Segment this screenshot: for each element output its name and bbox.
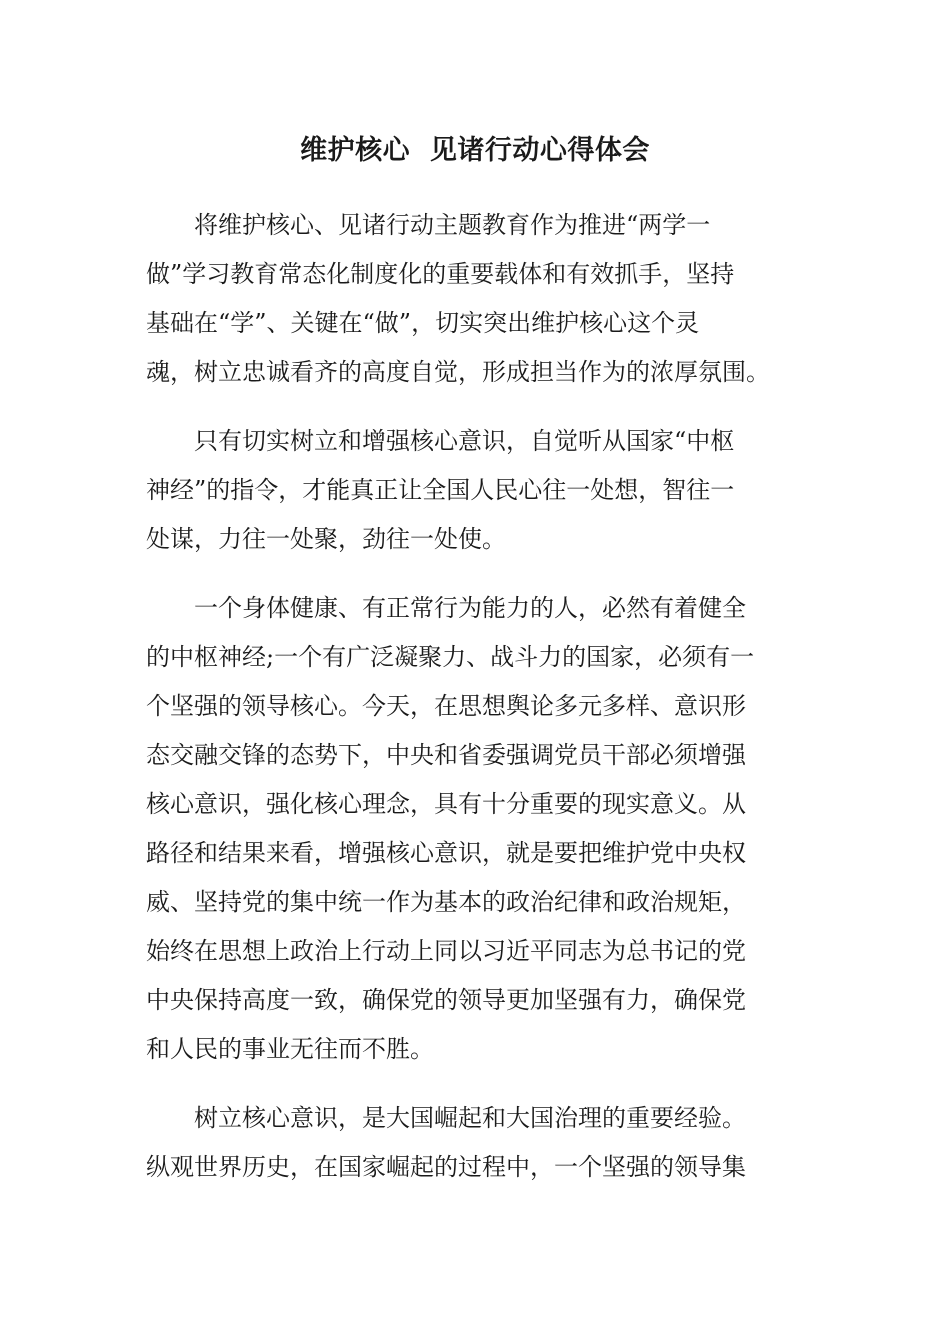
- paragraph-3: [146, 584, 806, 1074]
- text-line: 个坚强的领导核心。今天，在思想舆论多元多样、意识形: [146, 692, 746, 720]
- text-line: 核心意识，强化核心理念，具有十分重要的现实意义。从: [146, 790, 746, 818]
- text-line: 和人民的事业无往而不胜。: [146, 1035, 434, 1063]
- text-line: 的中枢神经;一个有广泛凝聚力、战斗力的国家，必须有一: [146, 643, 755, 671]
- text-line: 威、坚持党的集中统一作为基本的政治纪律和政治规矩，: [146, 888, 746, 916]
- text-line: 一个身体健康、有正常行为能力的人，必然有着健全: [146, 594, 746, 622]
- text-line: 态交融交锋的态势下，中央和省委强调党员干部必须增强: [146, 741, 746, 769]
- text-line: 只有切实树立和增强核心意识，自觉听从国家“中枢: [146, 427, 735, 455]
- document-body: [146, 201, 806, 1212]
- paragraph-2: [146, 417, 806, 564]
- text-line: 路径和结果来看，增强核心意识，就是要把维护党中央权: [146, 839, 746, 867]
- paragraph-4: [146, 1094, 806, 1192]
- text-line: 中央保持高度一致，确保党的领导更加坚强有力，确保党: [146, 986, 746, 1014]
- text-line: 树立核心意识，是大国崛起和大国治理的重要经验。: [146, 1104, 746, 1132]
- text-line: 始终在思想上政治上行动上同以习近平同志为总书记的党: [146, 937, 746, 965]
- paragraph-1: [146, 201, 806, 397]
- text-line: 神经”的指令，才能真正让全国人民心往一处想，智往一: [146, 476, 735, 504]
- text-line: 做”学习教育常态化制度化的重要载体和有效抓手，坚持: [146, 260, 735, 288]
- text-line: 纵观世界历史，在国家崛起的过程中，一个坚强的领导集: [146, 1153, 746, 1181]
- text-line: 基础在“学”、关键在“做”，切实突出维护核心这个灵: [146, 309, 700, 337]
- text-line: 处谋，力往一处聚，劲往一处使。: [146, 525, 506, 553]
- text-line: 将维护核心、见诸行动主题教育作为推进“两学一: [146, 211, 711, 239]
- text-line: 魂，树立忠诚看齐的高度自觉，形成担当作为的浓厚氛围。: [146, 358, 770, 386]
- document-title: 维护核心 见诸行动心得体会: [300, 135, 650, 166]
